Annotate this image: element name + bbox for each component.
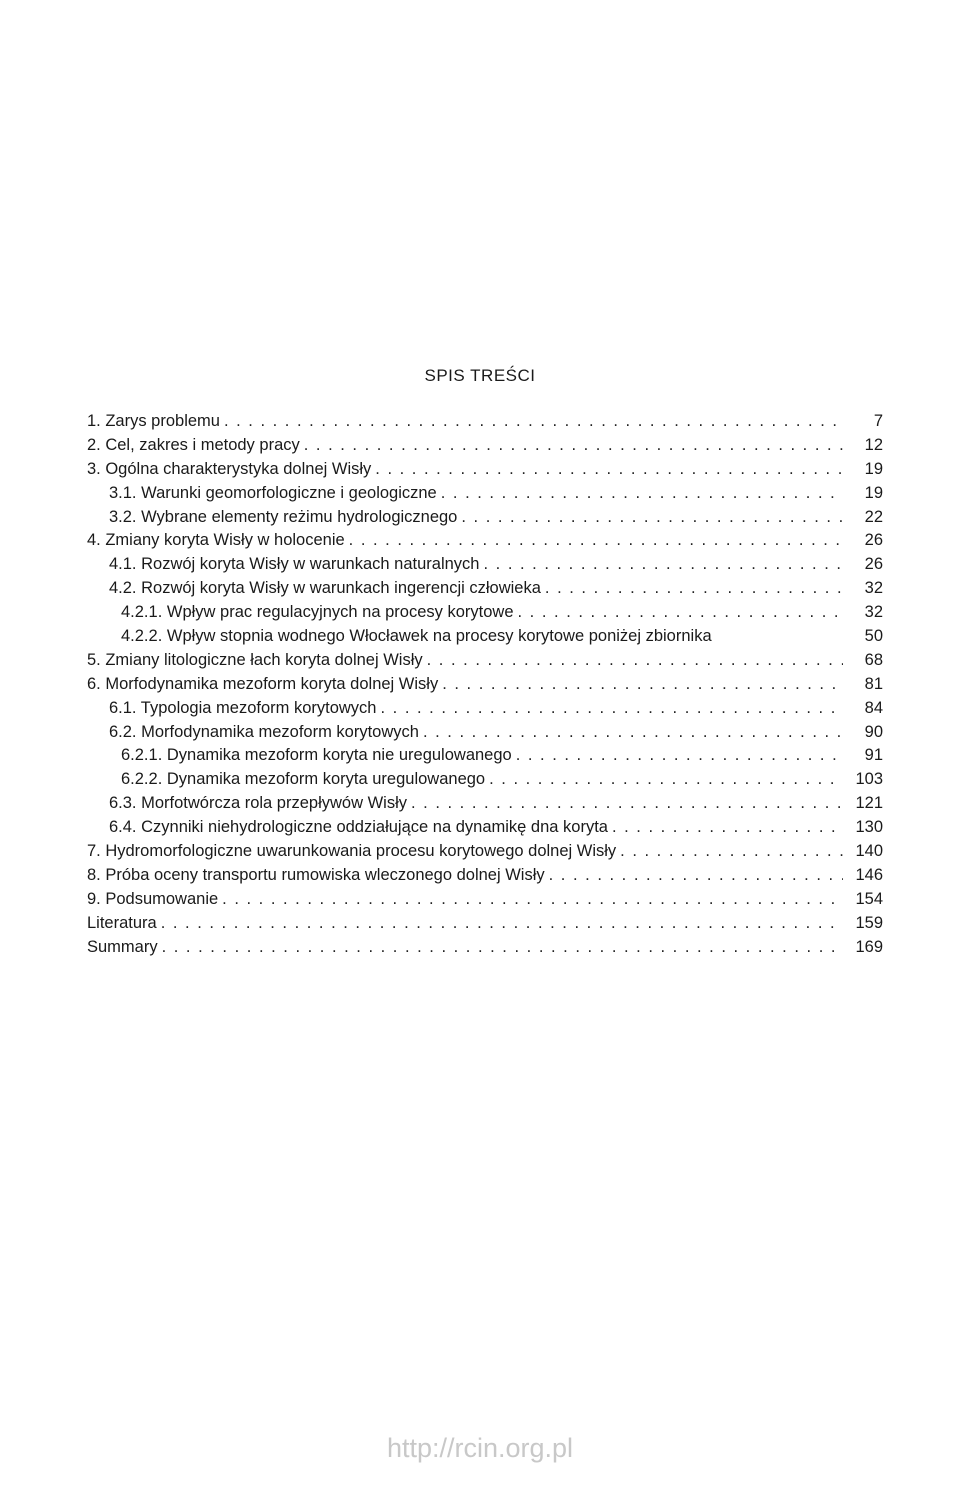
toc-entry [87,673,883,697]
toc-entry-page-number: 146 [843,864,883,888]
toc-entry-page-number: 50 [843,625,883,649]
toc-entry-page-number: 84 [843,697,883,721]
toc-leader-dots [224,410,843,434]
toc-leader-dots [612,816,843,840]
toc-leader-dots [549,864,843,888]
toc-entry [87,410,883,434]
toc-entry [87,529,883,553]
toc-entry-page-number: 26 [843,553,883,577]
toc-entry-label: 5. Zmiany litologiczne łach koryta dolnej Wisły [87,649,427,673]
toc-entry [87,840,883,864]
toc-entry-page-number: 68 [843,649,883,673]
toc-entry-label: Summary [87,936,162,960]
toc-leader-dots [349,529,843,553]
toc-entry-page-number: 26 [843,529,883,553]
toc-entry [87,506,883,530]
toc-entry-label: 9. Podsumowanie [87,888,222,912]
toc-entry-label: 6.3. Morfotwórcza rola przepływów Wisły [109,792,411,816]
toc-entry-label: 1. Zarys problemu [87,410,224,434]
toc-entry [87,816,883,840]
toc-leader-dots [427,649,843,673]
toc-entry-page-number: 7 [843,410,883,434]
toc-entry [87,458,883,482]
toc-leader-dots [423,721,843,745]
page-title: SPIS TREŚCI [424,366,536,385]
toc-entry [87,744,883,768]
toc-entry-label: 6.1. Typologia mezoform korytowych [109,697,380,721]
toc-entry-label: 6. Morfodynamika mezoform koryta dolnej Wisły [87,673,442,697]
toc-leader-dots [489,768,843,792]
toc-entry-label: 4.1. Rozwój koryta Wisły w warunkach naturalnych [109,553,483,577]
toc-entry [87,721,883,745]
toc-entry-label: 4.2.1. Wpływ prac regulacyjnych na procesy korytowe [121,601,518,625]
toc-entry-label: 8. Próba oceny transportu rumowiska wleczonego dolnej Wisły [87,864,549,888]
toc-leader-dots [441,482,843,506]
toc-entry-label: 6.2.2. Dynamika mezoform koryta uregulowanego [121,768,489,792]
toc-entry [87,888,883,912]
toc-entry-page-number: 154 [843,888,883,912]
toc-entry-label: 4.2. Rozwój koryta Wisły w warunkach ingerencji człowieka [109,577,545,601]
toc-entry-page-number: 32 [843,601,883,625]
toc-entry-page-number: 32 [843,577,883,601]
toc-entry-label: 6.2.1. Dynamika mezoform koryta nie uregulowanego [121,744,516,768]
toc-entry [87,625,883,649]
toc-entry [87,649,883,673]
toc-entry-page-number: 140 [843,840,883,864]
toc-leader-dots [375,458,843,482]
toc-entry-label: 4. Zmiany koryta Wisły w holocenie [87,529,349,553]
toc-leader-dots [461,506,843,530]
toc-entry [87,792,883,816]
toc-entry-page-number: 121 [843,792,883,816]
toc-entry-page-number: 91 [843,744,883,768]
toc-entry-page-number: 19 [843,458,883,482]
toc-entry-page-number: 130 [843,816,883,840]
toc-entry [87,864,883,888]
toc-entry-label: 3. Ogólna charakterystyka dolnej Wisły [87,458,375,482]
toc-entry-page-number: 22 [843,506,883,530]
toc-entry-page-number: 159 [843,912,883,936]
toc-entry-label: 7. Hydromorfologiczne uwarunkowania procesu korytowego dolnej Wisły [87,840,620,864]
toc-entry [87,697,883,721]
watermark-url: http://rcin.org.pl [386,1433,574,1463]
toc-leader-dots [380,697,843,721]
toc-leader-dots [411,792,843,816]
toc-entry-page-number: 90 [843,721,883,745]
toc-leader-dots [518,601,843,625]
toc-entry-label: 3.1. Warunki geomorfologiczne i geologiczne [109,482,441,506]
toc-leader-dots [516,744,843,768]
toc-entry [87,482,883,506]
toc-entry [87,553,883,577]
toc-entry-label: 6.4. Czynniki niehydrologiczne oddziałujące na dynamikę dna koryta [109,816,612,840]
toc-leader-dots [162,936,843,960]
toc-leader-dots [483,553,843,577]
toc-entry-page-number: 169 [843,936,883,960]
toc-entry [87,434,883,458]
toc-leader-dots [545,577,843,601]
toc-entry [87,577,883,601]
toc-entry-page-number: 81 [843,673,883,697]
toc-entry-label: Literatura [87,912,161,936]
toc-entry [87,601,883,625]
toc-entry [87,936,883,960]
toc-leader-dots [442,673,843,697]
toc-leader-dots [304,434,843,458]
toc-entry-label: 4.2.2. Wpływ stopnia wodnego Włocławek na procesy korytowe poniżej zbiornika [121,625,716,649]
toc-entry-label: 6.2. Morfodynamika mezoform korytowych [109,721,423,745]
toc-leader-dots [222,888,843,912]
toc-entry-page-number: 19 [843,482,883,506]
toc-leader-dots [161,912,843,936]
toc-entry [87,768,883,792]
toc-entry-label: 3.2. Wybrane elementy reżimu hydrologicznego [109,506,461,530]
toc-entry-label: 2. Cel, zakres i metody pracy [87,434,304,458]
toc-entry-page-number: 12 [843,434,883,458]
toc-entry [87,912,883,936]
table-of-contents [87,410,883,959]
toc-entry-page-number: 103 [843,768,883,792]
toc-leader-dots [620,840,843,864]
